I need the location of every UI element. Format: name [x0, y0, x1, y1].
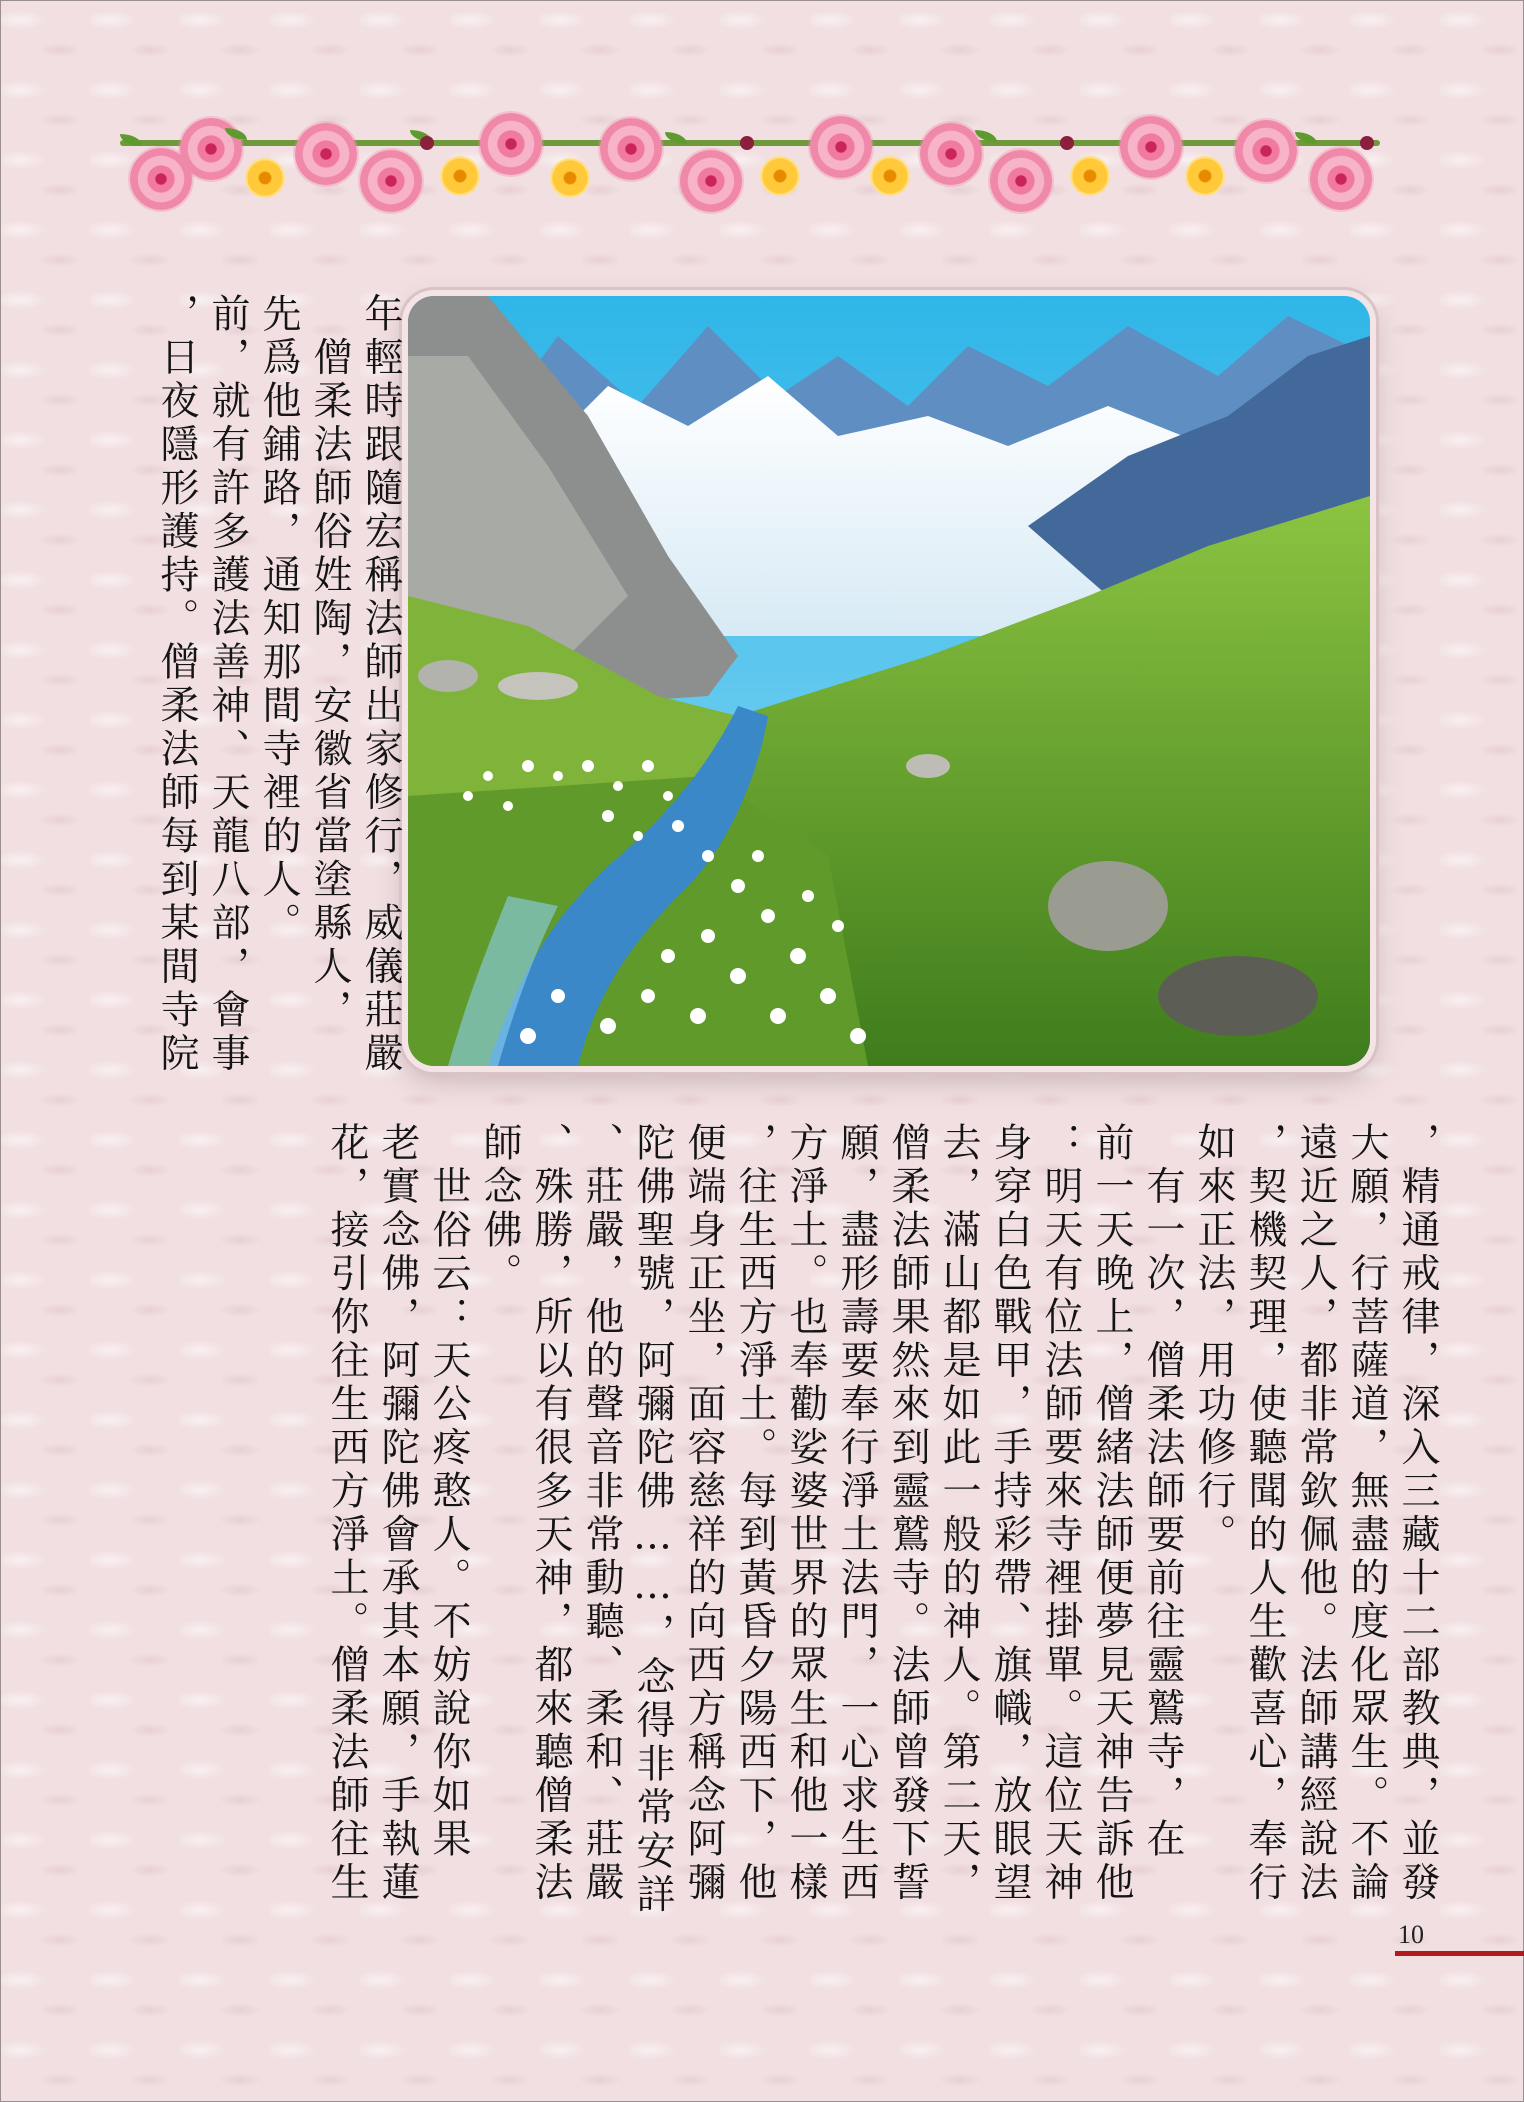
rose-icon [480, 113, 542, 175]
mountain-meadow-illustration [408, 296, 1370, 1066]
yellow-rose-icon [870, 156, 910, 196]
text-column: 陀佛聖號，阿彌陀佛……，念得非常安詳 [630, 1122, 675, 1917]
text-column: 花，接引你往生西方淨土。僧柔法師往生 [324, 1122, 369, 1905]
text-column: 世俗云：天公疼憨人。不妨說你如果 [426, 1122, 471, 1862]
landscape-photo [408, 296, 1370, 1066]
text-column: 前一天晚上，僧緒法師便夢見天神告訴他 [1089, 1122, 1134, 1905]
yellow-rose-icon [1185, 156, 1225, 196]
rose-icon [180, 118, 242, 180]
text-column: 僧柔法師俗姓陶，安徽省當塗縣人， [307, 293, 352, 1033]
text-column: 、殊勝，所以有很多天神，都來聽僧柔法 [528, 1122, 573, 1905]
rose-icon [920, 123, 982, 185]
lower-text-block [270, 1122, 1524, 1917]
text-column: 有一次，僧柔法師要前往靈鷲寺，在 [1140, 1122, 1185, 1862]
text-column: ，日夜隱形護持。僧柔法師每到某間寺院 [154, 293, 199, 1076]
text-column: 願，盡形壽要奉行淨土法門，一心求生西 [834, 1122, 879, 1905]
text-column: ，往生西方淨土。每到黃昏夕陽西下，他 [732, 1122, 777, 1905]
yellow-rose-icon [245, 158, 285, 198]
text-column: ，契機契理，使聽聞的人生歡喜心，奉行 [1242, 1122, 1287, 1905]
page-number-rule [1395, 1951, 1524, 1956]
text-column: 大願，行菩薩道，無盡的度化眾生。不論 [1344, 1122, 1389, 1905]
text-column: 去，滿山都是如此一般的神人。第二天， [936, 1122, 981, 1905]
text-column: 老實念佛，阿彌陀佛會承其本願，手執蓮 [375, 1122, 420, 1905]
yellow-rose-icon [760, 156, 800, 196]
text-column: 便端身正坐，面容慈祥的向西方稱念阿彌 [681, 1122, 726, 1905]
yellow-rose-icon [1070, 156, 1110, 196]
text-column: ：明天有位法師要來寺裡掛單。這位天神 [1038, 1122, 1083, 1905]
rose-icon [360, 150, 422, 212]
rose-icon [990, 150, 1052, 212]
yellow-rose-icon [550, 158, 590, 198]
rose-icon [680, 150, 742, 212]
text-column: 身穿白色戰甲，手持彩帶、旗幟，放眼望 [987, 1122, 1032, 1905]
text-column: 年輕時跟隨宏稱法師出家修行，威儀莊嚴 [358, 293, 403, 1076]
bud-icon [740, 136, 754, 150]
bud-icon [1060, 136, 1074, 150]
text-column: 遠近之人，都非常欽佩他。法師講經說法 [1293, 1122, 1338, 1905]
text-column: 僧柔法師果然來到靈鷲寺。法師曾發下誓 [885, 1122, 930, 1905]
rose-icon [1310, 148, 1372, 210]
text-column: 前，就有許多護法善神、天龍八部，會事 [205, 293, 250, 1076]
text-column: 如來正法，用功修行。 [1191, 1122, 1236, 1557]
bud-icon [420, 136, 434, 150]
rose-icon [810, 116, 872, 178]
text-column: ，精通戒律，深入三藏十二部教典，並發 [1395, 1122, 1440, 1905]
page-number: 10 [1398, 1920, 1424, 1949]
rose-icon [600, 118, 662, 180]
yellow-rose-icon [440, 156, 480, 196]
text-column: 先爲他鋪路，通知那間寺裡的人。 [256, 293, 301, 946]
text-column: 、莊嚴，他的聲音非常動聽、柔和、莊嚴 [579, 1122, 624, 1905]
rose-icon [1235, 120, 1297, 182]
text-column: 方淨土。也奉勸娑婆世界的眾生和他一樣 [783, 1122, 828, 1905]
text-column: 師念佛。 [477, 1122, 522, 1296]
upper-text-block [100, 293, 508, 1093]
floral-garland-border [120, 108, 1380, 218]
bud-icon [1360, 136, 1374, 150]
rose-icon [1120, 116, 1182, 178]
rose-icon [295, 123, 357, 185]
